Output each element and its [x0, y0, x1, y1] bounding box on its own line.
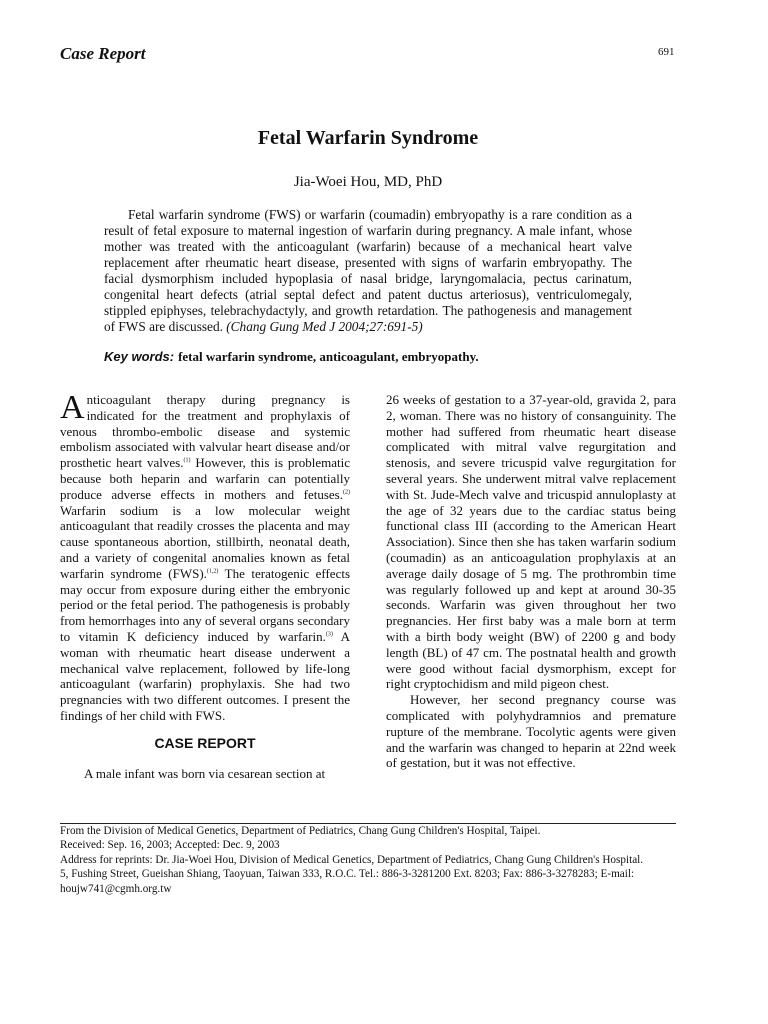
intro-text-4: The teratogenic effects may occur from exposure during either the embryonic period or the fetal period. The pathogenesis is probably from hemorrhages into any of several organs secondary to vitamin K deficiency induced by warfarin. [60, 565, 351, 644]
running-head: Case Report [60, 44, 146, 63]
footnote-block [60, 824, 676, 896]
intro-text-2: However, this is problematic because both heparin and warfarin can potentially produce adverse effects in mothers and fetuses. [60, 455, 350, 502]
page-number: 691 [658, 46, 675, 58]
author-line: Jia-Woei Hou, MD, PhD [293, 174, 443, 190]
affiliation-line: From the Division of Medical Genetics, Department of Pediatrics, Chang Gung Children's Hospital, Taipei. [60, 825, 541, 837]
abstract [104, 207, 632, 335]
intro-text-1: nticoagulant therapy during pregnancy is indicated for the treatment and prophylaxis of venous thrombo-embolic disease and systemic embolism associated with valvular heart disease and/or prosthetic heart valves. [60, 392, 350, 471]
reference-marker: (1,2) [206, 568, 219, 575]
right-column [386, 392, 676, 771]
reference-marker: (3) [325, 631, 333, 638]
case-paragraph-continued: 26 weeks of gestation to a 37-year-old, gravida 2, para 2, woman. There was no history of consanguinity. The mother had suffered from rheumatic heart disease complicated with mitral valve regurgitation and stenosis, and severe tricuspid valve regurgitation for several years. She underwent mitral valve replacement with St. Jude-Mech valve and tricuspid annuloplasty at the age of 32 years due to the cardiac status being functional class III (according to the American Heart Association). Since then she has taken warfarin sodium (coumadin) as an anticoagulation prophylaxis at an average daily dosage of 5 mg. The prothrombin time was regularly followed up and kept at around 30-35 seconds. Warfarin was given throughout her two pregnancies. Her first baby was a male born at term with a birth body weight (BW) of 2200 g and body length (BL) of 47 cm. The postnatal health and growth were good without facial dysmorphism, except for right cryptochidism and mild pigeon chest. [386, 392, 676, 692]
keywords-text: fetal warfarin syndrome, anticoagulant, embryopathy. [178, 349, 479, 364]
case-paragraph-start: A male infant was born via cesarean section at [84, 765, 326, 781]
left-column [60, 389, 351, 781]
received-dates-line: Received: Sep. 16, 2003; Accepted: Dec. 9, 2003 [60, 839, 280, 852]
email-line: houjw741@cgmh.org.tw [60, 882, 172, 895]
intro-paragraph [60, 389, 351, 724]
abstract-citation: (Chang Gung Med J 2004;27:691-5) [226, 319, 423, 334]
reference-marker: (2) [343, 489, 350, 496]
drop-cap: A [60, 389, 85, 426]
case-paragraph-second-pregnancy: However, her second pregnancy course was complicated with polyhydramnios and premature rupture of the membrane. Tocolytic agents were given and the warfarin was changed to heparin at 22nd week of gestation, but it was not effective. [386, 692, 676, 771]
keywords-label: Key words: [104, 349, 175, 364]
intro-text-5: A woman with rheumatic heart disease underwent a mechanical valve replacement, followed by life-long anticoagulant (warfarin) prophylaxis. She had two pregnancies with two different outcomes. I present the findings of her child with FWS. [60, 628, 351, 723]
reference-marker: (1) [183, 457, 191, 464]
keywords [104, 349, 479, 365]
section-heading-case-report: CASE REPORT [154, 734, 256, 751]
article-title: Fetal Warfarin Syndrome [257, 127, 479, 149]
abstract-text: Fetal warfarin syndrome (FWS) or warfarin (coumadin) embryopathy is a rare condition as a result of fetal exposure to maternal ingestion of warfarin during pregnancy. A male infant, whose mother was treated with the anticoagulant (warfarin) because of a mechanical heart valve replacement after rheumatic heart disease, presented with signs of warfarin embryopathy. The facial dysmorphism included hypoplasia of nasal bridge, laryngomalacia, pectus carinatum, congenital heart defects (atrial septal defect and patent ductus arteriosus), ventriculomegaly, stippled epiphyses, telebrachydactyly, and growth retardation. The pathogenesis and management of FWS are discussed. [104, 207, 632, 334]
contact-line: 5, Fushing Street, Gueishan Shiang, Taoyuan, Taiwan 333, R.O.C. Tel.: 886-3-3281200 Ext. 8203; Fax: 886-3-3278283; E-mail: [60, 868, 635, 881]
intro-text-3: Warfarin sodium is a low molecular weight anticoagulant that readily crosses the placenta and may cause spontaneous abortion, stillbirth, neonatal death, and a variety of congenital anomalies known as fetal warfarin syndrome (FWS). [60, 502, 350, 581]
reprint-address-line: Address for reprints: Dr. Jia-Woei Hou, Division of Medical Genetics, Department of Pediatrics, Chang Gung Children's Hospital. [60, 853, 644, 866]
